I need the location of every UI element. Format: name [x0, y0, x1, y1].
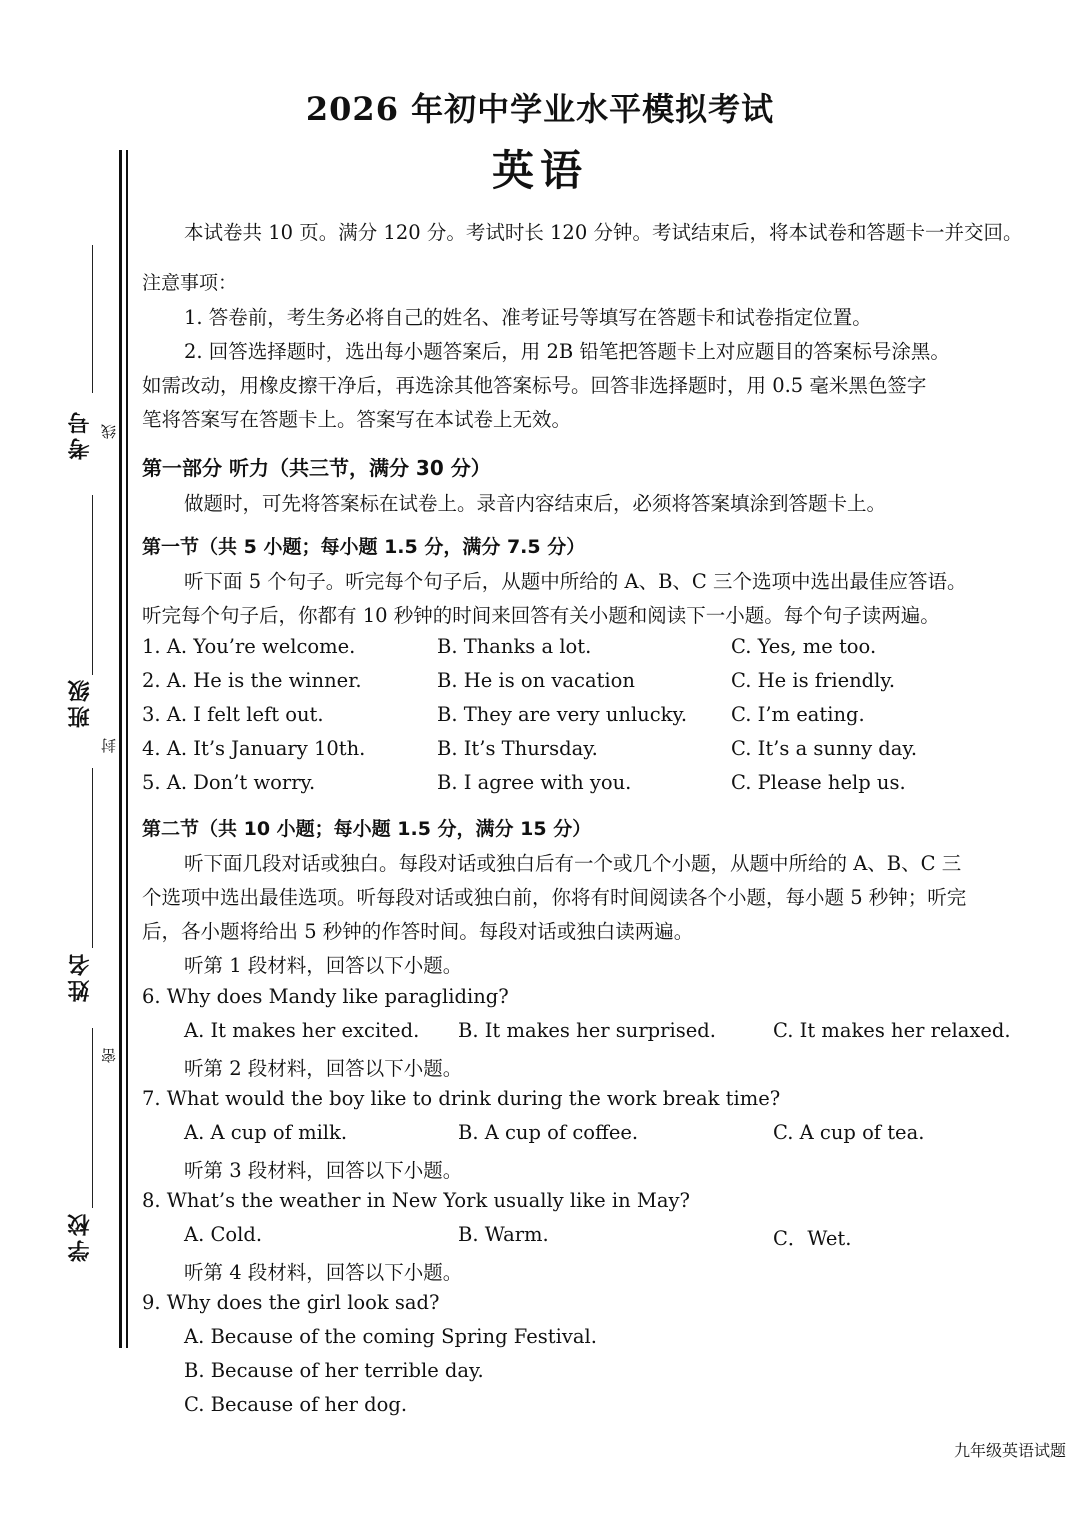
seal-word-seal: 封: [100, 738, 118, 753]
question-5-c: C. Please help us.: [731, 771, 906, 794]
notice-line-2: 2. 回答选择题时，选出每小题答案后，用 2B 铅笔把答题卡上对应题目的答案标号涂黑。: [184, 340, 950, 363]
question-8-c: C．Wet.: [773, 1227, 852, 1250]
page-footer: 九年级英语试题: [953, 1441, 1066, 1460]
question-5-a: 5. A. Don’t worry.: [142, 771, 316, 794]
section1-line-2: 听完每个句子后，你都有 10 秒钟的时间来回答有关小题和阅读下一小题。每个句子读两遍。: [142, 604, 940, 627]
question-3-a: 3. A. I felt left out.: [142, 703, 324, 726]
material-2-label: 听第 2 段材料，回答以下小题。: [184, 1057, 463, 1080]
exam-number-fill-line: [92, 245, 93, 393]
question-8-b: B. Warm.: [458, 1223, 549, 1246]
intro-text: 本试卷共 10 页。满分 120 分。考试时长 120 分钟。考试结束后，将本试卷和答题卡一并交回。: [184, 221, 1023, 244]
material-3-label: 听第 3 段材料，回答以下小题。: [184, 1159, 463, 1182]
material-1-label: 听第 1 段材料，回答以下小题。: [184, 954, 463, 977]
question-3-b: B. They are very unlucky.: [437, 703, 688, 726]
section2-line-2: 个选项中选出最佳选项。听每段对话或独白前，你将有时间阅读各个小题，每小题 5 秒钟；听完: [142, 886, 967, 909]
question-1-c: C. Yes, me too.: [731, 635, 877, 658]
section2-line-1: 听下面几段对话或独白。每段对话或独白后有一个或几个小题，从题中所给的 A、B、C 三: [184, 852, 962, 875]
question-2-c: C. He is friendly.: [731, 669, 896, 692]
section2-heading: 第二节（共 10 小题；每小题 1.5 分，满分 15 分）: [142, 818, 592, 840]
question-7-c: C. A cup of tea.: [773, 1121, 925, 1144]
section1-heading: 第一节（共 5 小题；每小题 1.5 分，满分 7.5 分）: [142, 536, 586, 558]
question-7-b: B. A cup of coffee.: [458, 1121, 639, 1144]
question-5-b: B. I agree with you.: [437, 771, 632, 794]
material-4-label: 听第 4 段材料，回答以下小题。: [184, 1261, 463, 1284]
question-8-stem: 8. What’s the weather in New York usually like in May?: [142, 1189, 690, 1212]
section2-line-3: 后，各小题将给出 5 秒钟的作答时间。每段对话或独白读两遍。: [142, 920, 694, 943]
seal-word-line: 线: [100, 424, 118, 439]
question-7-a: A. A cup of milk.: [184, 1121, 348, 1144]
seal-word-secret: 密: [100, 1048, 118, 1063]
question-9-c: C. Because of her dog.: [184, 1393, 408, 1416]
notice-line-3: 如需改动，用橡皮擦干净后，再选涂其他答案标号。回答非选择题时，用 0.5 毫米黑色签字: [142, 374, 927, 397]
class-fill-line: [92, 495, 93, 675]
question-4-b: B. It’s Thursday.: [437, 737, 598, 760]
exam-subject: 英语: [491, 146, 588, 195]
notice-heading: 注意事项：: [142, 272, 238, 294]
question-4-a: 4. A. It’s January 10th.: [142, 737, 366, 760]
question-7-stem: 7. What would the boy like to drink during the work break time?: [142, 1087, 781, 1110]
section1-line-1: 听下面 5 个句子。听完每个句子后，从题中所给的 A、B、C 三个选项中选出最佳应答语。: [184, 570, 967, 593]
exam-number-label: 考号: [67, 408, 93, 460]
question-2-a: 2. A. He is the winner.: [142, 669, 362, 692]
name-label: 姓名: [67, 950, 93, 1002]
question-1-a: 1. A. You’re welcome.: [142, 635, 356, 658]
exam-title: 2026 年初中学业水平模拟考试: [305, 90, 775, 128]
question-6-a: A. It makes her excited.: [184, 1019, 420, 1042]
school-fill-line: [92, 1028, 93, 1208]
gutter-line-outer: [119, 150, 122, 1348]
class-label: 班级: [67, 676, 93, 728]
question-1-b: B. Thanks a lot.: [437, 635, 592, 658]
question-3-c: C. I’m eating.: [731, 703, 865, 726]
school-label: 学校: [67, 1210, 93, 1262]
question-9-stem: 9. Why does the girl look sad?: [142, 1291, 440, 1314]
question-2-b: B. He is on vacation: [437, 669, 635, 692]
question-9-a: A. Because of the coming Spring Festival.: [184, 1325, 597, 1348]
question-4-c: C. It’s a sunny day.: [731, 737, 918, 760]
question-6-stem: 6. Why does Mandy like paragliding?: [142, 985, 509, 1008]
question-6-b: B. It makes her surprised.: [458, 1019, 716, 1042]
gutter-line-inner: [126, 150, 128, 1348]
part1-heading: 第一部分 听力（共三节，满分 30 分）: [142, 456, 491, 480]
question-8-a: A. Cold.: [184, 1223, 263, 1246]
notice-line-1: 1. 答卷前，考生务必将自己的姓名、准考证号等填写在答题卡和试卷指定位置。: [184, 306, 872, 329]
name-fill-line: [92, 768, 93, 948]
question-6-c: C. It makes her relaxed.: [773, 1019, 1011, 1042]
question-9-b: B. Because of her terrible day.: [184, 1359, 484, 1382]
part1-instruction: 做题时，可先将答案标在试卷上。录音内容结束后，必须将答案填涂到答题卡上。: [184, 492, 887, 515]
notice-line-4: 笔将答案写在答题卡上。答案写在本试卷上无效。: [142, 408, 572, 431]
